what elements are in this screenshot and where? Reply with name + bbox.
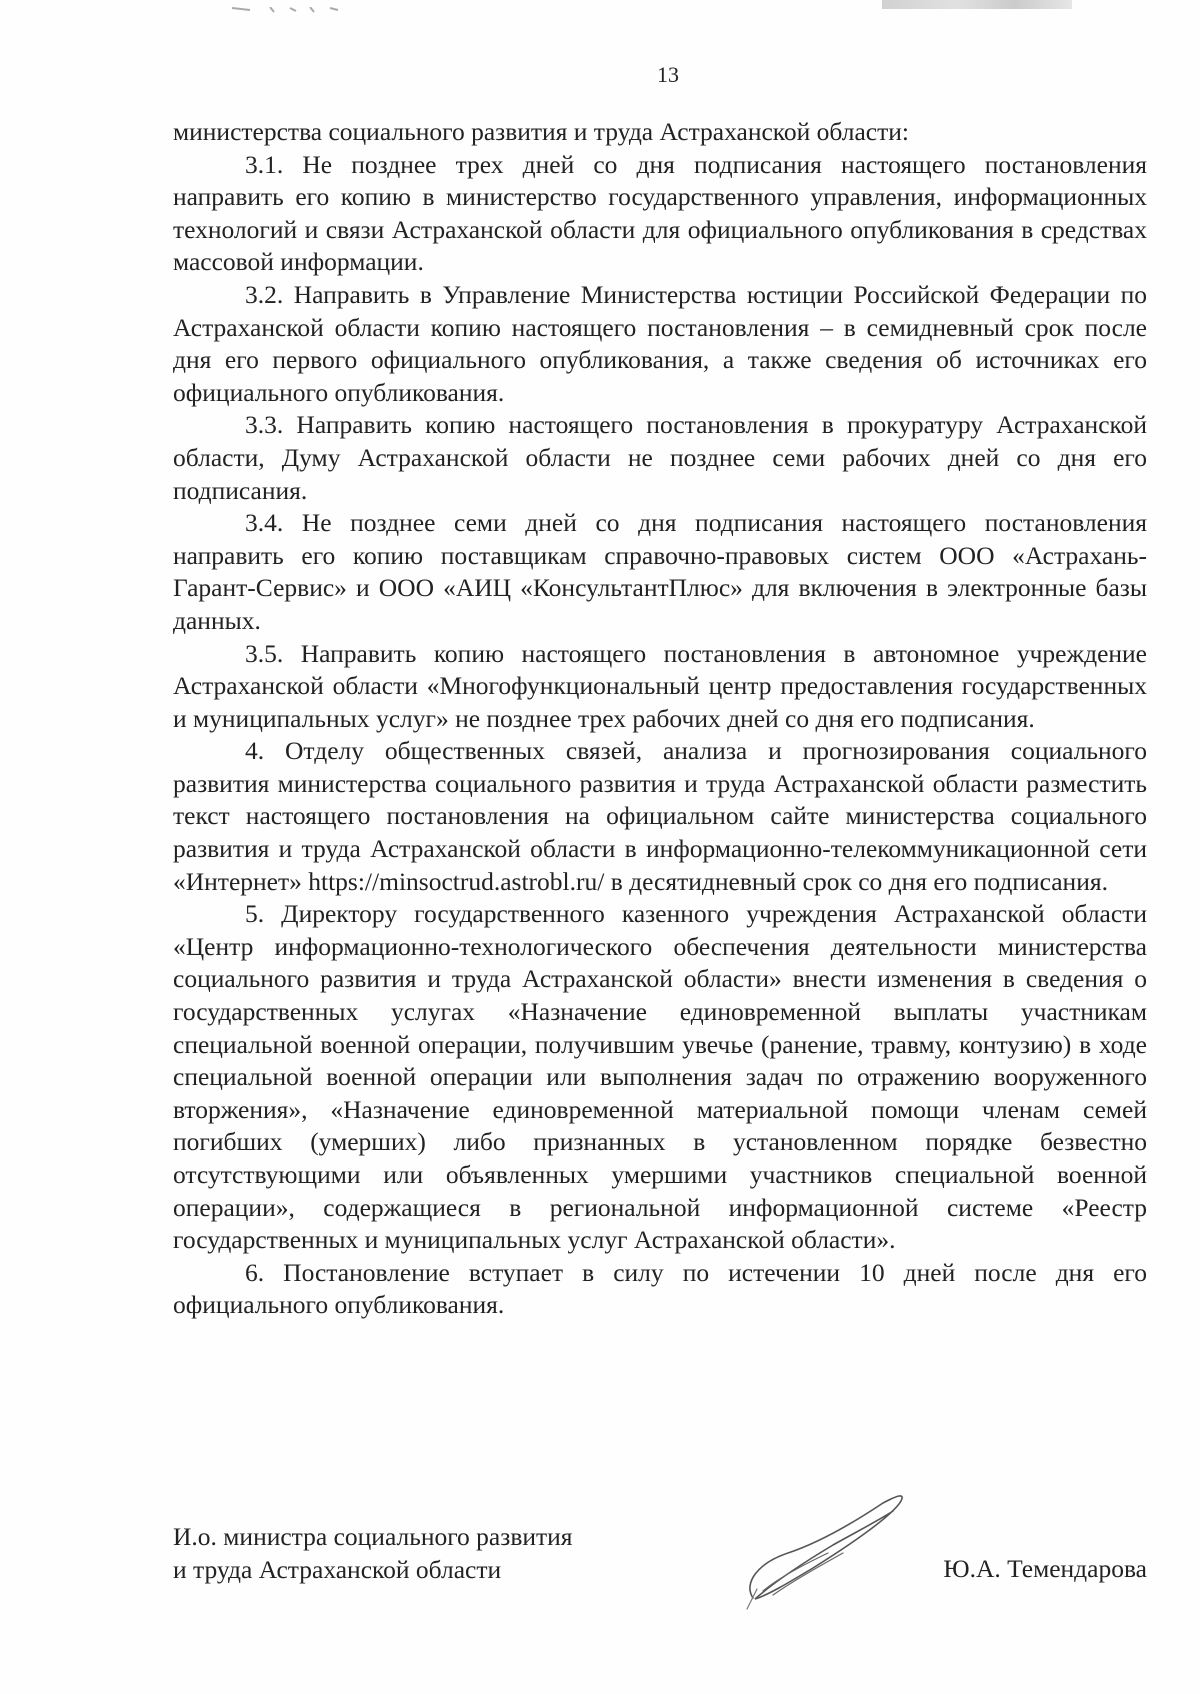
signer-title: [173, 1521, 693, 1586]
page-number: 13: [657, 62, 679, 87]
signer-name: Ю.А. Темендарова: [943, 1554, 1147, 1583]
handwritten-signature: [733, 1483, 913, 1613]
paragraph-3-4: 3.4. Не позднее семи дней со дня подписания настоящего постановления направить его копию поставщикам справочно-правовых систем ООО «Астрахань-Гарант-Сервис» и ООО «АИЦ «КонсультантПлюс» для включения в электронные базы данных.: [173, 508, 1147, 635]
signer-title-line-1: И.о. министра социального развития: [173, 1522, 573, 1551]
document-body: [173, 116, 1147, 1322]
scan-artifact-left: [230, 0, 390, 6]
signer-title-line-2: и труда Астраханской области: [173, 1554, 502, 1584]
paragraph-4: 4. Отделу общественных связей, анализа и прогнозирования социального развития министерства социального развития и труда Астраханской области разместить текст настоящего постановления на официальном сайте министерства социального развития и труда Астраханской области в информационно-телекоммуникационной сети «Интернет» https://minsoctrud.astrobl.ru/ в десятидневный срок со дня его подписания.: [173, 736, 1147, 896]
paragraph-3-2: 3.2. Направить в Управление Министерства юстиции Российской Федерации по Астраханской области копию настоящего постановления – в семидневный срок после дня его первого официального опубликования, а также сведения об источниках его официального опубликования.: [173, 279, 1147, 407]
scan-artifact-right: [882, 0, 1072, 9]
paragraph-6: 6. Постановление вступает в силу по истечении 10 дней после дня его официального опубликования.: [173, 1257, 1147, 1320]
paragraph-3-3: 3.3. Направить копию настоящего постановления в прокуратуру Астраханской области, Думу Астраханской области не позднее семи рабочих дней со дня его подписания.: [173, 410, 1147, 505]
signature-block: [173, 1521, 1147, 1641]
paragraph-continuation: министерства социального развития и труда Астраханской области:: [173, 117, 910, 146]
paragraph-3-5: 3.5. Направить копию настоящего постановления в автономное учреждение Астраханской области «Многофункциональный центр предоставления государственных и муниципальных услуг» не позднее трех рабочих дней со дня его подписания.: [173, 638, 1147, 733]
paragraph-3-1: 3.1. Не позднее трех дней со дня подписания настоящего постановления направить его копию в министерство государственного управления, информационных технологий и связи Астраханской области для официального опубликования в средствах массовой информации.: [173, 149, 1147, 277]
paragraph-5: 5. Директору государственного казенного учреждения Астраханской области «Центр информационно-технологического обеспечения деятельности министерства социального развития и труда Астраханской области» внести изменения в сведения о государственных услугах «Назначение единовременной выплаты участникам специальной военной операции, получившим увечье (ранение, травму, контузию) в ходе специальной военной операции или выполнения задач по отражению вооруженного вторжения», «Назначение единовременной материальной помощи членам семей погибших (умерших) либо признанных в установленном порядке безвестно отсутствующими или объявленных умершими участников специальной военной операции», содержащиеся в региональной информационной системе «Реестр государственных и муниципальных услуг Астраханской области».: [173, 899, 1147, 1255]
